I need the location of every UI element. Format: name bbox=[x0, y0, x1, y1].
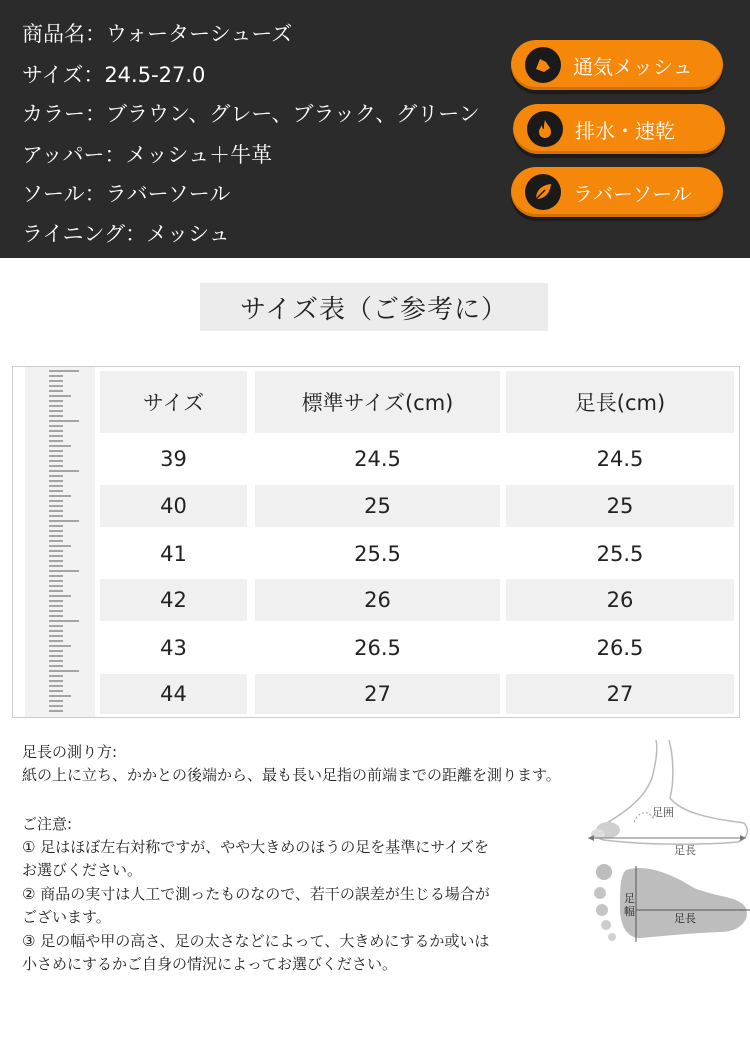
badge-mesh bbox=[511, 40, 723, 90]
cell-standard-42: 26 bbox=[255, 579, 500, 621]
cell-size-44: 44 bbox=[100, 674, 247, 714]
header-standard-size: 標準サイズ(cm) bbox=[255, 371, 500, 433]
cell-length-41: 25.5 bbox=[596, 542, 644, 566]
cell-standard-41: 25.5 bbox=[354, 542, 401, 566]
caution-line-5: ③ 足の幅や甲の高さ、足の太さなどによって、大きめにするか或いは bbox=[22, 932, 490, 950]
spec-color: カラー：ブラウン、グレー、ブラック、グリーン bbox=[22, 102, 480, 126]
size-table-title: サイズ表（ご参考に） bbox=[200, 283, 548, 331]
spec-header bbox=[0, 0, 750, 258]
shoe-icon bbox=[525, 47, 561, 83]
caution-line-1: ① 足はほぼ左右対称ですが、やや大きめのほうの足を基準にサイズを bbox=[22, 838, 490, 856]
cell-size-40: 40 bbox=[100, 485, 247, 527]
cell-standard-39: 24.5 bbox=[354, 447, 401, 471]
ruler-graphic bbox=[25, 367, 95, 717]
cell-standard-40: 25 bbox=[255, 485, 500, 527]
measure-title: 足長の測り方: bbox=[22, 743, 118, 761]
header-foot-length: 足長(cm) bbox=[506, 371, 734, 433]
spec-lining: ライニング：メッシュ bbox=[22, 222, 230, 246]
spec-size: サイズ：24.5-27.0 bbox=[22, 63, 206, 87]
cell-length-40: 25 bbox=[506, 485, 734, 527]
measure-text: 紙の上に立ち、かかとの後端から、最も長い足指の前端までの距離を測ります。 bbox=[22, 766, 561, 784]
cell-size-39: 39 bbox=[160, 447, 187, 471]
cell-size-42: 42 bbox=[100, 579, 247, 621]
spec-upper: アッパー：メッシュ＋牛革 bbox=[22, 143, 273, 167]
caution-line-3: ② 商品の実寸は人工で測ったものなので、若干の誤差が生じる場合が bbox=[22, 885, 490, 903]
size-table bbox=[12, 366, 740, 718]
cell-size-43: 43 bbox=[160, 636, 187, 660]
cell-length-42: 26 bbox=[506, 579, 734, 621]
flame-icon bbox=[527, 111, 563, 147]
cell-length-44: 27 bbox=[506, 674, 734, 714]
width-label: 足幅 bbox=[624, 892, 635, 918]
cell-length-43: 26.5 bbox=[596, 636, 644, 660]
length-label-sole: 足長 bbox=[674, 912, 696, 925]
badge-mesh-label: 通気メッシュ bbox=[573, 54, 693, 79]
caution-line-6: 小さめにするかご自身の情況によってお選びください。 bbox=[22, 955, 398, 973]
foot-measure-diagram bbox=[574, 738, 750, 978]
leaf-icon bbox=[525, 174, 561, 210]
cell-standard-43: 26.5 bbox=[354, 636, 401, 660]
spec-product-name: 商品名：ウォーターシューズ bbox=[22, 22, 293, 46]
spec-sole: ソール：ラバーソール bbox=[22, 182, 231, 206]
cell-standard-44: 27 bbox=[255, 674, 500, 714]
cell-length-39: 24.5 bbox=[596, 447, 644, 471]
caution-line-4: ございます。 bbox=[22, 908, 111, 926]
badge-drain bbox=[513, 104, 725, 154]
badge-drain-label: 排水・速乾 bbox=[575, 118, 675, 143]
header-size: サイズ bbox=[100, 371, 247, 433]
length-label-side: 足長 bbox=[674, 844, 696, 857]
cell-size-41: 41 bbox=[160, 542, 187, 566]
girth-label: 足囲 bbox=[652, 806, 674, 819]
badge-rubber-label: ラバーソール bbox=[573, 181, 692, 206]
caution-line-2: お選びください。 bbox=[22, 861, 143, 879]
caution-title: ご注意: bbox=[22, 815, 73, 833]
badge-rubber bbox=[511, 167, 723, 217]
